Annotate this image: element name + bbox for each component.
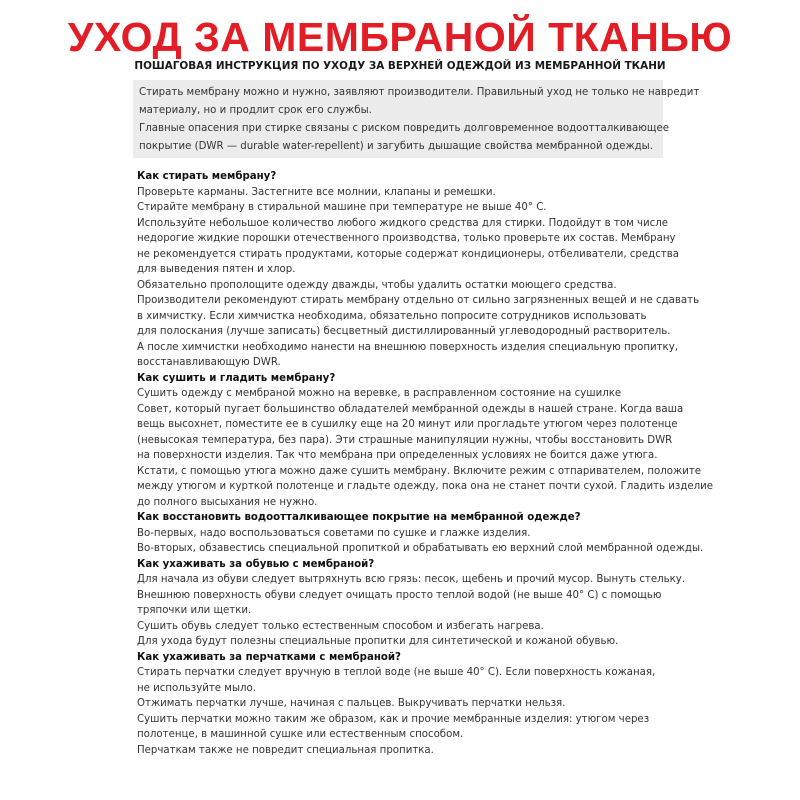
intro-line: Стирать мембрану можно и нужно, заявляют производители. Правильный уход не только не навредит [139,87,700,98]
intro-line: покрытие (DWR — durable water-repellent) и загубить дышащие свойства мембранной одежды. [139,141,653,152]
instructions-content [137,169,714,758]
section-text-line: Стирать перчатки следует вручную в теплой воде (не выше 40° С). Если поверхность кожаная, [137,667,656,678]
section [137,650,697,759]
section-text-line: между утюгом и курткой полотенце и гладьте одежду, пока она не станет почти сухой. Гладить изделие [137,481,714,492]
section-text-line: тряпочки или щетки. [137,605,252,616]
page-subtitle: ПОШАГОВАЯ ИНСТРУКЦИЯ ПО УХОДУ ЗА ВЕРХНЕЙ ОДЕЖДОЙ ИЗ МЕМБРАННОЙ ТКАНИ [134,60,666,72]
section-text-line: А после химчистки необходимо нанести на внешнюю поверхность изделия специальную пропитку, [137,341,678,353]
section-text-line: Для начала из обуви следует вытряхнуть всю грязь: песок, щебень и прочий мусор. Вынуть стельку. [137,574,686,585]
section-text-line: Во-вторых, обзавестись специальной пропиткой и обрабатывать ею верхний слой мембранной одежды. [137,543,704,554]
section-text-line: недорогие жидкие порошки отечественного производства, только проверьте их состав. Мембрану [137,233,676,244]
intro-line: материалу, но и продлит срок его службы. [139,105,372,116]
section [137,371,714,511]
section-text-line: Кстати, с помощью утюга можно даже сушить мембрану. Включите режим с отпаривателем, положите [137,465,702,477]
section-text-line: Для ухода будут полезны специальные пропитки для синтетической и кожаной обувью. [137,636,619,647]
section-heading: Как сушить и гладить мембрану? [137,372,336,384]
section-text-line: до полного высыхания не нужно. [137,496,318,508]
section [137,169,700,371]
section-text-line: Отжимать перчатки лучше, начиная с пальцев. Выкручивать перчатки нельзя. [137,698,566,709]
section-text-line: Используйте небольшое количество любого жидкого средства для стирки. Подойдут в том числе [137,217,669,229]
section-heading: Как восстановить водоотталкивающее покрытие на мембранной одежде? [137,512,581,523]
section-text-line: (невысокая температура, без пара). Эти страшные манипуляции нужны, чтобы восстановить DWR [137,434,673,446]
section-text-line: в химчистку. Если химчистка необходима, обязательно попросите сотрудников использовать [137,310,647,322]
section-text-line: восстанавливающую DWR. [137,357,281,368]
section-text-line: полотенце, в машинной сушке или естественным способом. [137,729,464,740]
section-text-line: не используйте мыло. [137,682,257,694]
section-text-line: Обязательно прополощите одежду дважды, чтобы удалить остатки моющего средства. [137,279,617,291]
section-text-line: Внешнюю поверхность обуви следует очищать просто теплой водой (не выше 40° С) с помощью [137,589,662,601]
section-text-line: Сушить перчатки можно таким же образом, как и прочие мембранные изделия: утюгом через [137,713,650,725]
section-text-line: Перчаткам также не повредит специальная пропитка. [137,744,434,756]
intro-box [133,80,700,158]
section-text-line: Сушить одежду с мембраной можно на веревке, в расправленном состояние на сушилке [137,388,622,399]
section [137,557,697,650]
section-text-line: Во-первых, надо воспользоваться советами по сушке и глажке изделия. [137,527,531,539]
section-text-line: Сушить обувь следует только естественным способом и избегать нагрева. [137,620,544,632]
section-text-line: не рекомендуется стирать продуктами, которые содержат кондиционеры, отбеливатели, средства [137,248,679,260]
intro-line: Главные опасения при стирке связаны с риском повредить долговременное водоотталкивающее [139,123,669,134]
section-text-line: Производители рекомендуют стирать мембрану отдельно от сильно загрязненных вещей и не сдавать [137,295,700,306]
section [137,510,704,557]
section-text-line: Проверьте карманы. Застегните все молнии, клапаны и ремешки. [137,186,496,198]
section-text-line: Стирайте мембрану в стиральной машине при температуре не выше 40° С. [137,202,547,213]
section-text-line: для полоскания (лучше записать) бесцветный дистиллированный углеводородный растворитель. [137,326,671,337]
section-text-line: вещь высохнет, поместите ее в сушилку еще на 20 минут или прогладьте утюгом через полотенце [137,419,678,430]
section-heading: Как ухаживать за обувью с мембраной? [137,558,375,570]
section-text-line: Совет, который пугает большинство обладателей мембранной одежды в нашей стране. Когда ваша [137,403,684,415]
section-heading: Как стирать мембрану? [137,171,277,182]
section-text-line: для выведения пятен и хлор. [137,264,296,275]
section-text-line: на поверхности изделия. Так что мембрана при определенных условиях не боится даже утюга. [137,450,658,461]
section-heading: Как ухаживать за перчатками с мембраной? [137,651,401,663]
page-title: УХОД ЗА МЕМБРАНОЙ ТКАНЬЮ [67,14,733,60]
